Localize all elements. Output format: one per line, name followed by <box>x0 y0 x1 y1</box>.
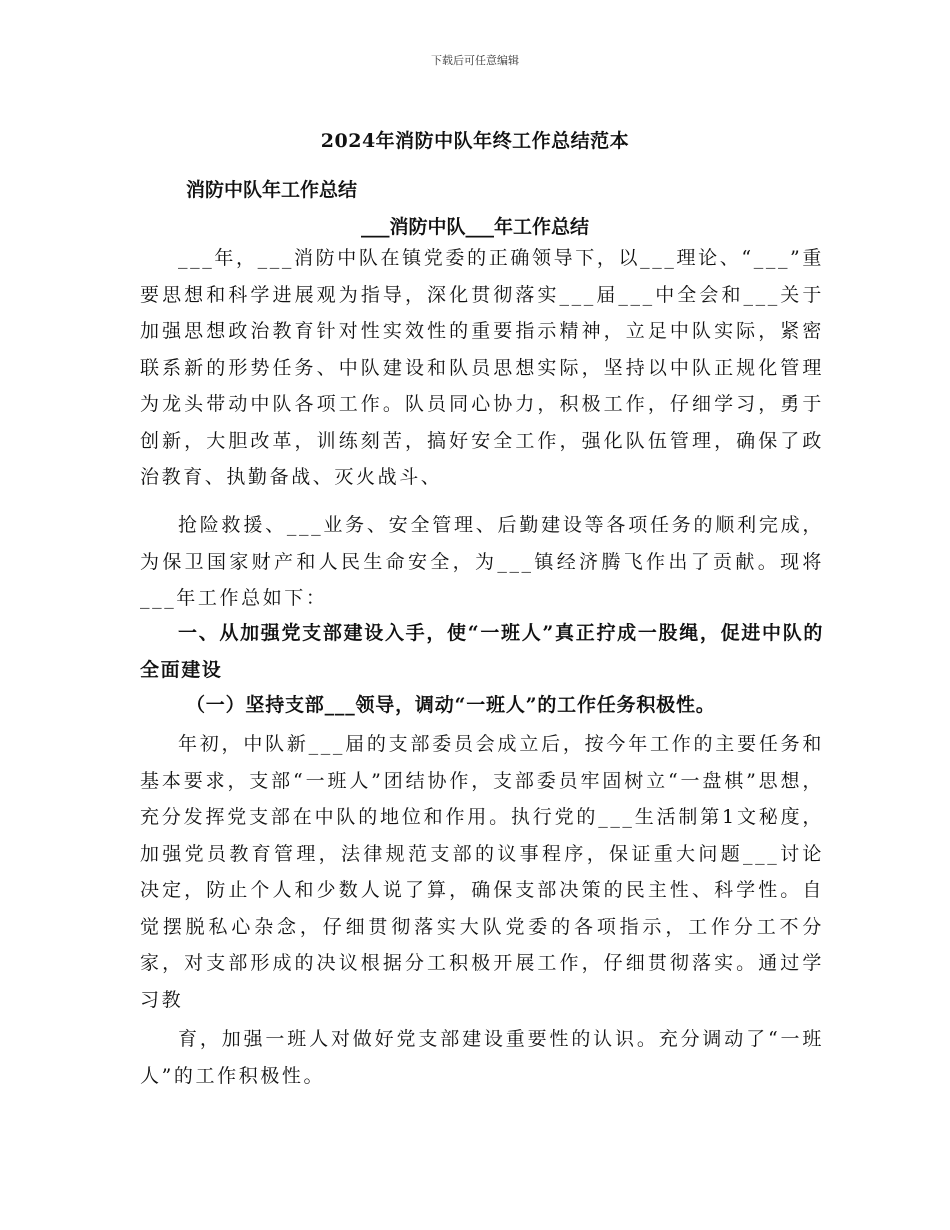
section-heading: 消防中队年工作总结 <box>186 179 358 201</box>
header-note: 下载后可任意编辑 <box>431 54 519 67</box>
paragraph-intro: ___年，___消防中队在镇党委的正确领导下，以___理论、“___”重要思想和科学进展观为指导，深化贯彻落实___届___中全会和___关于加强思想政治教育针对性实效性的重要指示精神，立足中队实际，紧密联系新的形势任务、中队建设和队员思想实际，坚持以中队正规化管理为龙头带动中队各项工作。队员同心协力，积极工作，仔细学习，勇于创新，大胆改革，训练刻苦，搞好安全工作，强化队伍管理，确保了政治教育、执勤备战、灭火战斗、 <box>140 247 824 488</box>
subsection-one-heading: （一）坚持支部___领导，调动“一班人”的工作任务积极性。 <box>186 694 716 716</box>
paragraph-education: 育，加强一班人对做好党支部建设重要性的认识。充分调动了“一班人”的工作积极性。 <box>140 1028 824 1087</box>
paragraph-intro-continued: 抢险救援、___业务、安全管理、后勤建设等各项任务的顺利完成，为保卫国家财产和人民生命安全，为___镇经济腾飞作出了贡献。现将___年工作总如下： <box>140 514 824 609</box>
document-title: 2024年消防中队年终工作总结范本 <box>320 130 630 152</box>
document-subtitle: ___消防中队___年工作总结 <box>360 216 589 238</box>
section-one-heading: 一、从加强党支部建设入手，使“一班人”真正拧成一股绳，促进中队的全面建设 <box>140 622 824 681</box>
paragraph-party-branch: 年初，中队新___届的支部委员会成立后，按今年工作的主要任务和基本要求，支部“一班人”团结协作，支部委员牢固树立“一盘棋”思想，充分发挥党支部在中队的地位和作用。执行党的___生活制第1文秘度，加强党员教育管理，法律规范支部的议事程序，保证重大问题___讨论决定，防止个人和少数人说了算，确保支部决策的民主性、科学性。自觉摆脱私心杂念，仔细贯彻落实大队党委的各项指示，工作分工不分家，对支部形成的决议根据分工积极开展工作，仔细贯彻落实。通过学习教 <box>140 733 824 1011</box>
